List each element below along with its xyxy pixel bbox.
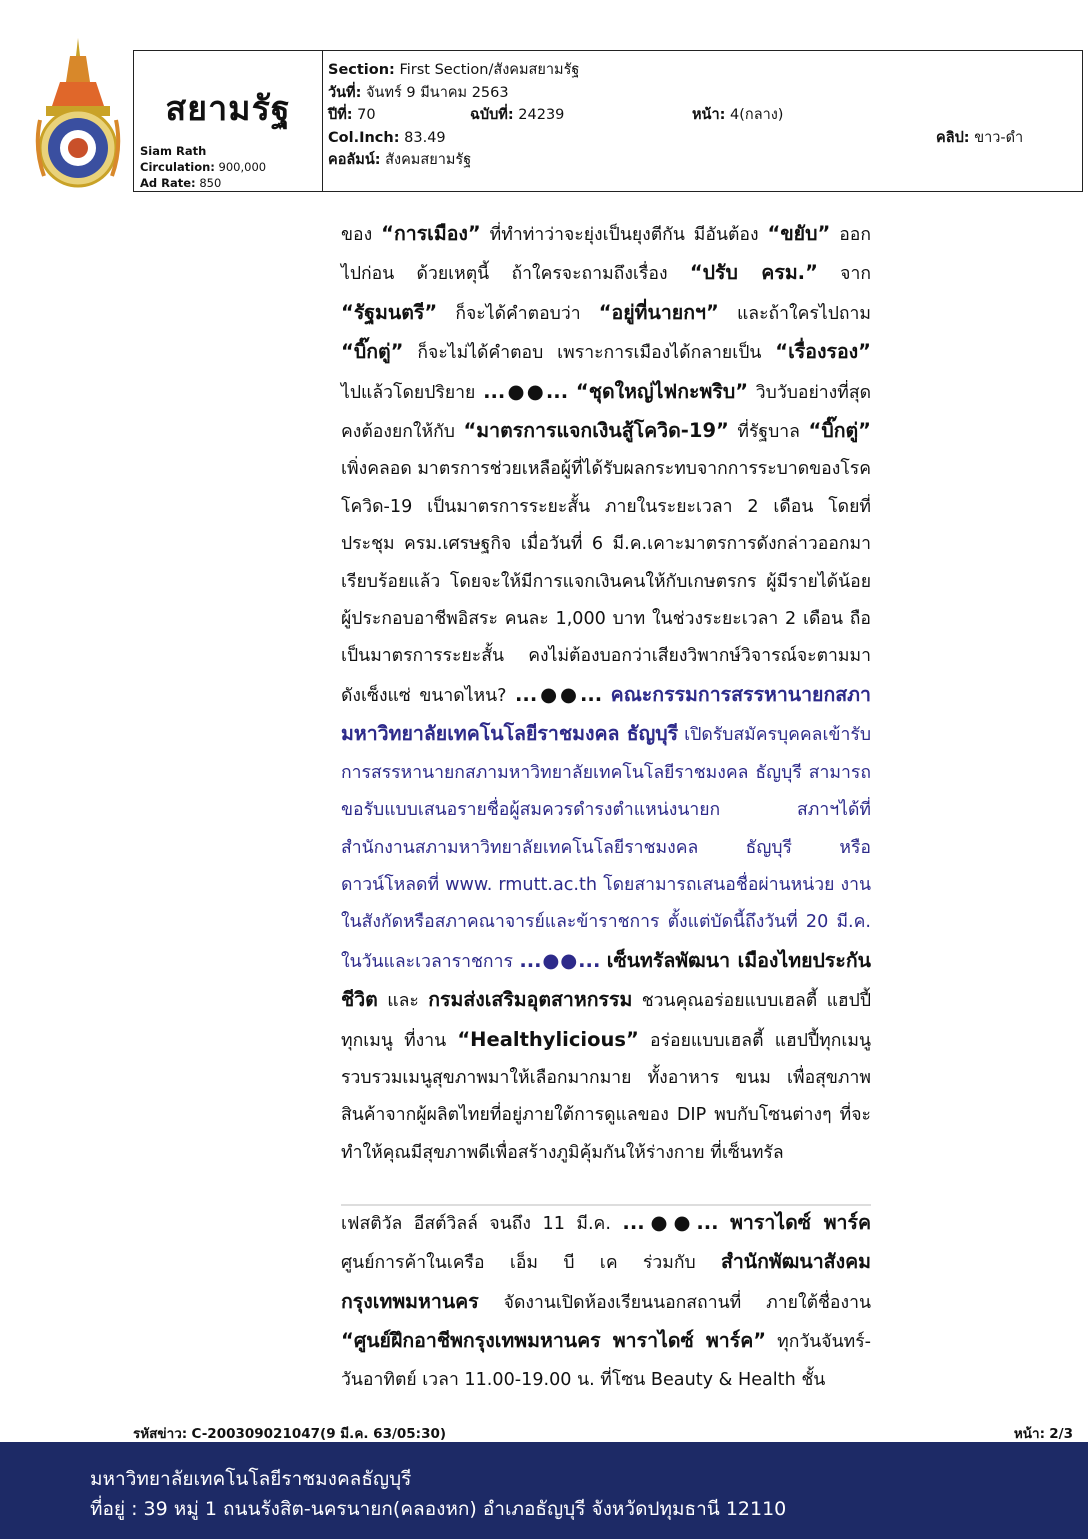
article-text-run: สำนักพัฒนาสังคมกรุงเทพมหานคร xyxy=(341,1250,871,1313)
article-text-run: “เรื่องรอง” xyxy=(775,340,871,364)
footer-page-value: 2/3 xyxy=(1049,1426,1073,1442)
article-text-run: “การเมือง” xyxy=(381,222,481,245)
university-name: มหาวิทยาลัยเทคโนโลยีราชมงคลธัญบุรี xyxy=(90,1468,412,1490)
paper-name: Siam Rath xyxy=(140,144,207,158)
footer-page-label: หน้า: xyxy=(1013,1426,1045,1442)
article-text-run: เปิดรับสมัครบุคคลเข้ารับการสรรหานายกสภามหาวิทยาลัยเทคโนโลยีราชมงคล ธัญบุรี สามารถขอรับแบบเสนอรายชื่อผู้สมควรดำรงตำแหน่งนายก สภาฯได้ที่สำนักงานสภามหาวิทยาลัยเทคโนโลยีราชมงคล ธัญบุรี หรือดาวน์โหลดที่ www. rmutt.ac.th โดยสามารถเสนอชื่อผ่านหน่วย งานในสังกัดหรือสภาคณาจารย์และข้าราชการ ตั้งแต่บัดนี้ถึงวันที่ 20 มี.ค. ในวันและเวลาราชการ xyxy=(341,725,871,972)
article-text-run: ที่ทำท่าว่าจะยุ่งเป็นยุงตีกัน มีอันต้อง xyxy=(480,225,768,245)
article-text-run: ที่รัฐบาล xyxy=(728,422,809,443)
news-code-value: C-200309021047(9 มี.ค. 63/05:30) xyxy=(191,1426,447,1442)
clip-label: คลิป: xyxy=(936,129,970,146)
article-text-run: วิบวับอย่างที่สุด คงต้องยกให้กับ xyxy=(341,382,871,443)
article-text-run: และ xyxy=(377,991,429,1012)
circulation-value: 900,000 xyxy=(218,160,267,174)
article-text-run: เซ็นทรัลพัฒนา เมืองไทยประกันชีวิต xyxy=(341,948,871,1012)
article-text-run: “Healthylicious” xyxy=(457,1027,639,1051)
article-text-run: “มาตรการแจกเงินสู้โควิด-19” xyxy=(463,419,729,443)
article-text-run: “ปรับ ครม.” xyxy=(689,261,818,285)
article-text-run xyxy=(568,383,576,403)
column-label: คอลัมน์: xyxy=(328,152,381,168)
article-text-run: ทุกวันจันทร์-วันอาทิตย์ เวลา 11.00-19.00 น. ที่โซน Beauty & Health ชั้น xyxy=(341,1332,872,1390)
article-text-run: จัดงานเปิดห้องเรียนนอกสถานที่ ภายใต้ชื่องาน xyxy=(478,1292,871,1313)
article-text-run: เพิ่งคลอด มาตรการช่วยเหลือผู้ที่ได้รับผลกระทบจากการระบาดของโรคโควิด-19 เป็นมาตรการระยะสั้น ภายในระยะเวลา 2 เดือน โดยที่ประชุม ครม.เศรษฐกิจ เมื่อวันที่ 6 มี.ค.เคาะมาตรการดังกล่าวออกมาเรียบร้อยแล้ว โดยจะให้มีการแจกเงินคนให้กับเกษตรกร ผู้มีรายได้น้อย ผู้ประกอบอาชีพอิสระ คนละ 1,000 บาท ในช่วงระยะเวลา 2 เดือน ถือเป็นมาตรการระยะสั้น คงไม่ต้องบอกว่าเสียงวิพากษ์วิจารณ์จะตามมาดังเซ็งแซ่ ขนาดไหน? xyxy=(341,459,872,706)
article-paragraph-1 xyxy=(341,215,871,1172)
article-text-run: “ขยับ” xyxy=(767,222,831,245)
clipping-info xyxy=(328,59,1074,172)
section-label: Section: xyxy=(328,62,395,78)
masthead-title: สยามรัฐ xyxy=(165,89,291,129)
article-text-run: คณะกรรมการสรรหานายกสภามหาวิทยาลัยเทคโนโลยีราชมงคล ธัญบุรี xyxy=(341,682,871,746)
article-text-run: ชวนคุณอร่อยแบบเฮลตี้ แฮปปี้ทุกเมนู ที่งาน xyxy=(341,991,871,1051)
university-address: ที่อยู่ : 39 หมู่ 1 ถนนรังสิต-นครนายก(คลองหก) อำเภอธัญบุรี จังหวัดปทุมธานี 12110 xyxy=(90,1498,787,1520)
section-value: First Section/สังคมสยามรัฐ xyxy=(399,62,580,78)
circulation-label: Circulation: xyxy=(140,160,215,174)
article-text-run: ...●●... xyxy=(515,682,603,706)
article-text-run: เฟสติวัล อีสต์วิลล์ จนถึง 11 มี.ค. xyxy=(341,1214,623,1234)
clip-value: ขาว-ดำ xyxy=(974,129,1024,146)
article-text-run: พาราไดซ์ พาร์ค xyxy=(730,1211,872,1234)
clipping-header xyxy=(133,50,1083,192)
article-text-run: ...●●... xyxy=(519,948,601,972)
article-text-run: ออกไปก่อน ด้วยเหตุนี้ ถ้าใครจะถามถึงเรื่อง xyxy=(341,225,872,285)
article-text-run: อร่อยแบบเฮลตี้ แฮปปี้ทุกเมนู รวบรวมเมนูสุขภาพมาให้เลือกมากมาย ทั้งอาหาร ขนม เพื่อสุขภาพ สินค้าจากผู้ผลิตไทยที่อยู่ภายใต้การดูแลของ DIP พบกับโซนต่างๆ ที่จะทำให้คุณมีสุขภาพดีเพื่อสร้างภูมิคุ้มกันให้ร่างกาย ที่เซ็นทรัล xyxy=(341,1030,871,1163)
issue-value: 24239 xyxy=(518,107,565,123)
article-text-run: กรมส่งเสริมอุตสาหกรรม xyxy=(428,988,633,1012)
article-text-run: และถ้าใครไปถาม xyxy=(718,303,872,324)
paper-meta xyxy=(140,143,266,191)
issue-label: ฉบับที่: xyxy=(470,107,514,123)
news-code-line xyxy=(133,1422,1073,1444)
article-text-run: “ชุดใหญ่ไฟกะพริบ” xyxy=(575,379,749,403)
article-body xyxy=(341,215,871,1172)
article-text-run: “บิ๊กตู่” xyxy=(341,340,404,364)
article-text-run: ศูนย์การค้าในเครือ เอ็ม บี เค ร่วมกับ xyxy=(341,1253,721,1274)
adrate-label: Ad Rate: xyxy=(140,176,196,190)
article-body-continued xyxy=(341,1204,871,1399)
news-code-label: รหัสข่าว: xyxy=(133,1426,188,1442)
date-value: จันทร์ 9 มีนาคม 2563 xyxy=(366,84,509,101)
article-text-run: จาก xyxy=(817,264,872,285)
article-text-run: ...●●... xyxy=(483,379,569,403)
article-text-run: ...●●... xyxy=(622,1211,719,1234)
colinch-value: 83.49 xyxy=(404,129,446,146)
adrate-value: 850 xyxy=(199,176,222,190)
colinch-label: Col.Inch: xyxy=(328,129,400,146)
article-text-run: “ศูนย์ฝึกอาชีพกรุงเทพมหานคร พาราไดซ์ พาร์ค” xyxy=(341,1329,767,1353)
article-paragraph-2 xyxy=(341,1204,871,1399)
masthead-box xyxy=(134,51,323,191)
article-text-run: “รัฐมนตรี” xyxy=(341,300,438,324)
year-label: ปีที่: xyxy=(328,107,353,123)
article-text-run: “อยู่ที่นายกฯ” xyxy=(598,300,719,324)
article-text-run xyxy=(602,686,611,706)
column-value: สังคมสยามรัฐ xyxy=(385,152,472,168)
date-label: วันที่: xyxy=(328,84,362,101)
university-footer-bar xyxy=(0,1442,1088,1539)
article-text-run: “บิ๊กตู่” xyxy=(808,419,871,443)
year-value: 70 xyxy=(357,107,376,123)
article-text-run: ก็จะได้คำตอบว่า xyxy=(437,303,599,324)
page-value: 4(กลาง) xyxy=(730,107,784,123)
article-text-run: ของ xyxy=(341,225,382,245)
article-text-run xyxy=(719,1214,731,1234)
article-text-run: ก็จะไม่ได้คำตอบ เพราะการเมืองได้กลายเป็น xyxy=(403,343,776,364)
university-logo xyxy=(30,36,126,188)
article-text-run: ไปแล้วโดยปริยาย xyxy=(341,382,484,403)
page-label: หน้า: xyxy=(692,107,726,123)
